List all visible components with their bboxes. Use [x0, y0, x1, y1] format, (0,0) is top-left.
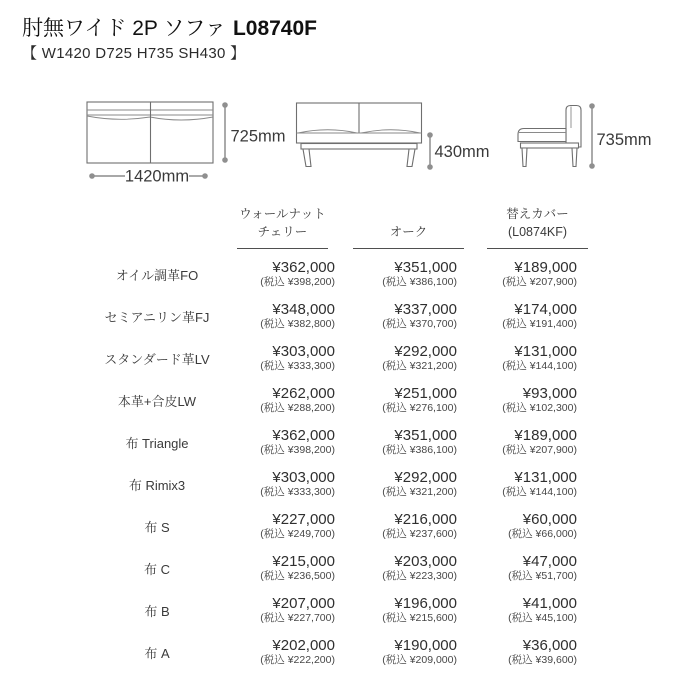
- seat-height-dimension: [427, 132, 489, 170]
- price: ¥351,000: [394, 259, 457, 276]
- price: ¥93,000: [522, 385, 577, 402]
- price-cell-walnut-cherry: [237, 259, 337, 289]
- material-label: 布 A: [144, 645, 170, 661]
- tax-included-price: (税込 ¥207,900): [502, 276, 577, 288]
- price-cell-oak: [337, 259, 459, 289]
- product-name: 肘無ワイド 2P ソファ: [22, 17, 226, 40]
- column-header-walnut-cherry: [237, 205, 337, 249]
- material-label: セミアニリン革FJ: [104, 309, 210, 325]
- tax-included-price: (税込 ¥45,100): [508, 612, 577, 624]
- price: ¥202,000: [272, 637, 335, 654]
- tax-included-price: (税込 ¥144,100): [502, 486, 577, 498]
- tax-included-price: (税込 ¥249,700): [260, 528, 335, 540]
- tax-included-price: (税込 ¥288,200): [260, 402, 335, 414]
- tax-included-price: (税込 ¥102,300): [502, 402, 577, 414]
- price-cell-walnut-cherry: [237, 595, 337, 625]
- price: ¥47,000: [522, 553, 577, 570]
- price: ¥251,000: [394, 385, 457, 402]
- material-label: 布 B: [144, 603, 170, 619]
- tax-included-price: (税込 ¥144,100): [502, 360, 577, 372]
- price-cell-oak: [337, 427, 459, 457]
- tax-included-price: (税込 ¥209,000): [382, 654, 457, 666]
- tax-included-price: (税込 ¥227,700): [260, 612, 335, 624]
- price: ¥362,000: [272, 427, 335, 444]
- table-row: [77, 505, 589, 547]
- material-label: 布 C: [143, 561, 170, 577]
- price: ¥174,000: [514, 301, 577, 318]
- tax-included-price: (税込 ¥321,200): [382, 486, 457, 498]
- price-cell-oak: [337, 469, 459, 499]
- tax-included-price: (税込 ¥333,300): [260, 486, 335, 498]
- side-view-drawing: [518, 103, 652, 169]
- price: ¥215,000: [272, 553, 335, 570]
- tax-included-price: (税込 ¥237,600): [382, 528, 457, 540]
- tax-included-price: (税込 ¥386,100): [382, 444, 457, 456]
- price: ¥203,000: [394, 553, 457, 570]
- product-model-code: L08740F: [232, 17, 317, 40]
- page-title: [22, 16, 317, 42]
- column-header-line1: ウォールナット: [239, 207, 326, 221]
- price-cell-walnut-cherry: [237, 637, 337, 667]
- price: ¥303,000: [272, 343, 335, 360]
- price-cell-cover: [459, 343, 589, 373]
- price: ¥351,000: [394, 427, 457, 444]
- table-row: [77, 589, 589, 631]
- tax-included-price: (税込 ¥39,600): [508, 654, 577, 666]
- price: ¥190,000: [394, 637, 457, 654]
- price-table-header: [77, 205, 589, 249]
- tax-included-price: (税込 ¥321,200): [382, 360, 457, 372]
- price: ¥41,000: [522, 595, 577, 612]
- column-header-line1: 替えカバー: [506, 207, 569, 221]
- price: ¥337,000: [394, 301, 457, 318]
- table-row: [77, 547, 589, 589]
- price: ¥207,000: [272, 595, 335, 612]
- tax-included-price: (税込 ¥236,500): [260, 570, 335, 582]
- price-cell-walnut-cherry: [237, 553, 337, 583]
- table-row: [77, 379, 589, 421]
- table-row: [77, 631, 589, 673]
- price: ¥131,000: [514, 343, 577, 360]
- price-cell-oak: [337, 595, 459, 625]
- price: ¥189,000: [514, 427, 577, 444]
- price-cell-walnut-cherry: [237, 343, 337, 373]
- material-label: 布 S: [144, 519, 170, 535]
- price: ¥227,000: [272, 511, 335, 528]
- size-spec: 【 W1420 D725 H735 SH430 】: [22, 45, 246, 62]
- price-cell-oak: [337, 637, 459, 667]
- tax-included-price: (税込 ¥215,600): [382, 612, 457, 624]
- price-cell-cover: [459, 469, 589, 499]
- price: ¥36,000: [522, 637, 577, 654]
- tax-included-price: (税込 ¥333,300): [260, 360, 335, 372]
- price-cell-walnut-cherry: [237, 511, 337, 541]
- tax-included-price: (税込 ¥398,200): [260, 444, 335, 456]
- seat-height-label: 430mm: [434, 143, 490, 161]
- front-width-dimension: [89, 168, 208, 186]
- price-table: [77, 205, 589, 673]
- price: ¥189,000: [514, 259, 577, 276]
- price-cell-cover: [459, 427, 589, 457]
- price-cell-cover: [459, 259, 589, 289]
- tax-included-price: (税込 ¥222,200): [260, 654, 335, 666]
- tax-included-price: (税込 ¥66,000): [508, 528, 577, 540]
- column-header-cover: [459, 205, 589, 249]
- price-cell-oak: [337, 385, 459, 415]
- material-label: 布 Triangle: [125, 435, 189, 451]
- price-cell-oak: [337, 301, 459, 331]
- price: ¥131,000: [514, 469, 577, 486]
- table-row: [77, 421, 589, 463]
- price-cell-cover: [459, 301, 589, 331]
- price-cell-oak: [337, 343, 459, 373]
- front-view-legs-drawing: [297, 103, 490, 170]
- front-height-dimension: [222, 102, 285, 163]
- tax-included-price: (税込 ¥51,700): [508, 570, 577, 582]
- price-cell-cover: [459, 553, 589, 583]
- price: ¥60,000: [522, 511, 577, 528]
- front-width-label: 1420mm: [124, 167, 190, 186]
- price-cell-walnut-cherry: [237, 301, 337, 331]
- table-row: [77, 253, 589, 295]
- material-label: オイル調革FO: [115, 267, 199, 283]
- side-height-dimension: [589, 103, 651, 169]
- column-header-line2: オーク: [389, 225, 428, 239]
- price-cell-cover: [459, 595, 589, 625]
- price: ¥292,000: [394, 343, 457, 360]
- table-row: [77, 337, 589, 379]
- price-cell-cover: [459, 637, 589, 667]
- tax-included-price: (税込 ¥191,400): [502, 318, 577, 330]
- price-cell-walnut-cherry: [237, 469, 337, 499]
- table-row: [77, 463, 589, 505]
- price: ¥348,000: [272, 301, 335, 318]
- table-row: [77, 295, 589, 337]
- price-cell-oak: [337, 553, 459, 583]
- side-height-label: 735mm: [596, 131, 652, 149]
- price: ¥216,000: [394, 511, 457, 528]
- tax-included-price: (税込 ¥398,200): [260, 276, 335, 288]
- material-label: 本革+合皮LW: [117, 393, 197, 409]
- tax-included-price: (税込 ¥386,100): [382, 276, 457, 288]
- tax-included-price: (税込 ¥370,700): [382, 318, 457, 330]
- column-header-line2: チェリー: [257, 225, 308, 239]
- price: ¥292,000: [394, 469, 457, 486]
- material-label: スタンダード革LV: [104, 351, 210, 367]
- price-cell-cover: [459, 385, 589, 415]
- tax-included-price: (税込 ¥223,300): [382, 570, 457, 582]
- column-header-line2: (L0874KF): [507, 225, 568, 239]
- page-header: [22, 16, 317, 63]
- price: ¥362,000: [272, 259, 335, 276]
- tax-included-price: (税込 ¥276,100): [382, 402, 457, 414]
- price-cell-walnut-cherry: [237, 427, 337, 457]
- price-cell-oak: [337, 511, 459, 541]
- price-table-body: [77, 253, 589, 673]
- front-view-drawing: [87, 102, 286, 186]
- price: ¥303,000: [272, 469, 335, 486]
- column-header-line1: [353, 205, 464, 223]
- front-height-label: 725mm: [230, 127, 286, 146]
- price-cell-walnut-cherry: [237, 385, 337, 415]
- tax-included-price: (税込 ¥207,900): [502, 444, 577, 456]
- column-header-oak: [337, 205, 459, 249]
- tax-included-price: (税込 ¥382,800): [260, 318, 335, 330]
- price: ¥196,000: [394, 595, 457, 612]
- price: ¥262,000: [272, 385, 335, 402]
- material-label: 布 Rimix3: [128, 477, 186, 493]
- price-cell-cover: [459, 511, 589, 541]
